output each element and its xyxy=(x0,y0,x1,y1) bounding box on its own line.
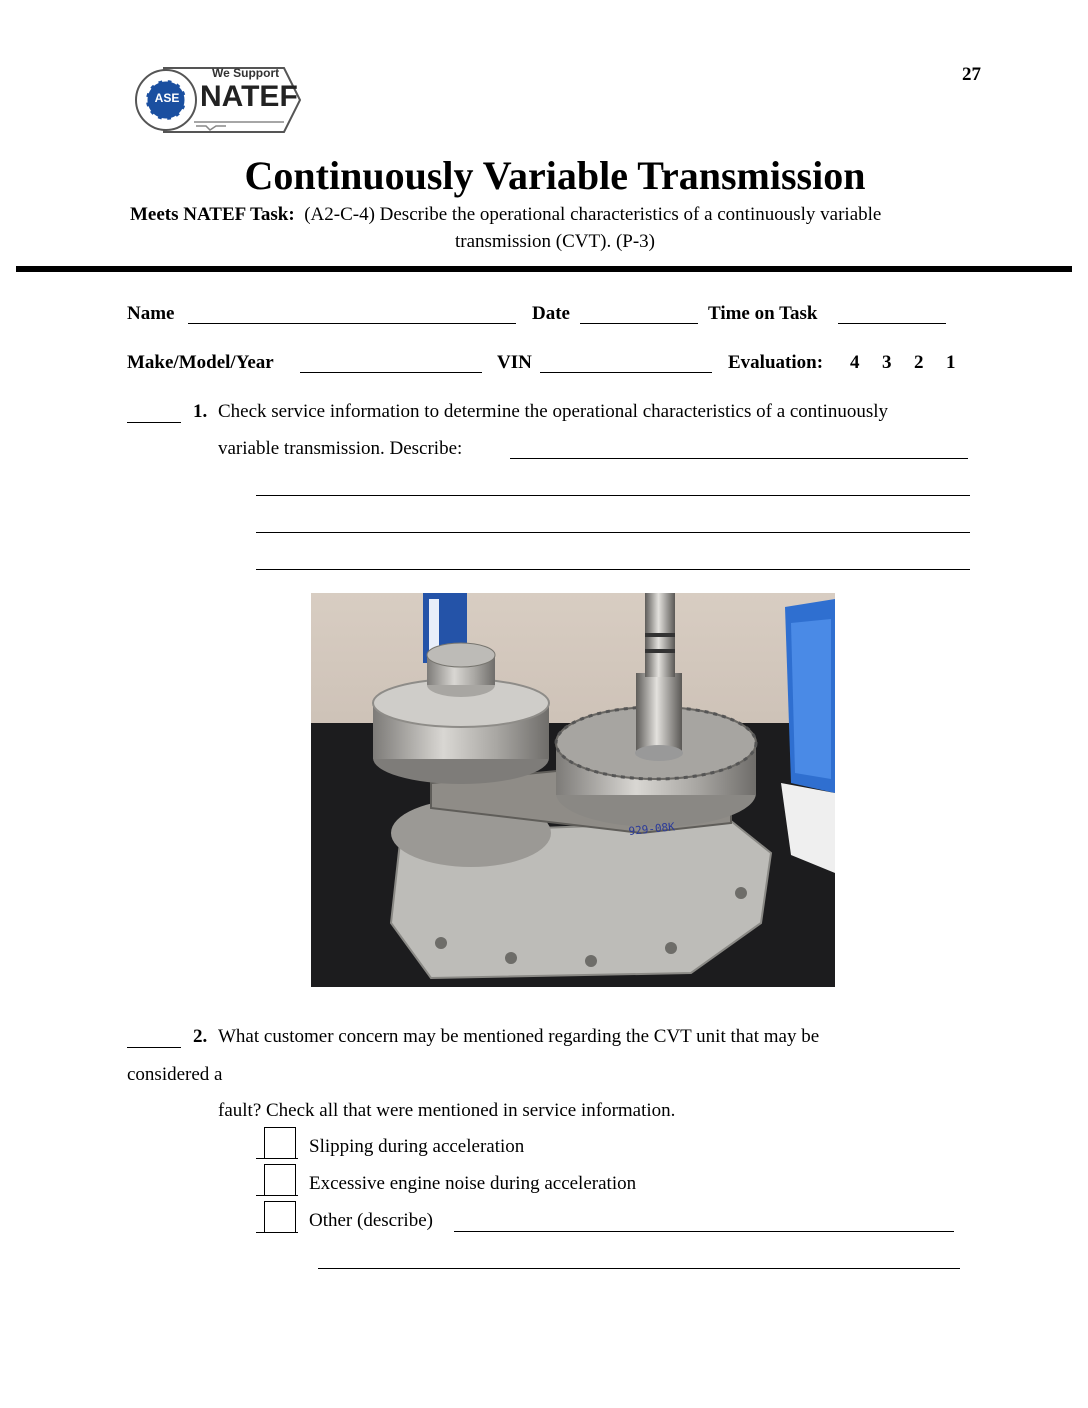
q1-answer-line-2[interactable] xyxy=(256,495,970,496)
natef-logo xyxy=(134,64,304,136)
q1-answer-line-3[interactable] xyxy=(256,532,970,533)
score-4[interactable]: 4 xyxy=(850,352,860,373)
q1-text-1: Check service information to determine the operational characteristics of a continuously xyxy=(218,401,889,422)
task-text-1: (A2-C-4) Describe the operational characteristics of a continuously variable xyxy=(304,204,882,225)
vin-field[interactable] xyxy=(540,372,712,373)
make-model-year-field[interactable] xyxy=(300,372,482,373)
make-model-year-label: Make/Model/Year xyxy=(127,352,274,373)
q1-check-blank[interactable] xyxy=(127,422,181,423)
option-other-checkbox[interactable] xyxy=(264,1201,296,1233)
option-1-underline xyxy=(256,1158,298,1159)
task-line-1 xyxy=(130,204,881,226)
q2-number: 2. xyxy=(193,1026,208,1047)
vin-label: VIN xyxy=(497,352,532,373)
option-engine-noise-checkbox[interactable] xyxy=(264,1164,296,1196)
belt-label: 929-08K xyxy=(627,820,676,838)
task-line-2: transmission (CVT). (P-3) xyxy=(454,231,655,252)
cvt-photo xyxy=(311,593,835,987)
q1-number: 1. xyxy=(193,401,208,422)
q1-answer-line-4[interactable] xyxy=(256,569,970,570)
time-on-task-field[interactable] xyxy=(838,323,946,324)
header-divider xyxy=(16,266,1072,272)
option-slipping-label: Slipping during acceleration xyxy=(309,1136,525,1157)
option-slipping-checkbox[interactable] xyxy=(264,1127,296,1159)
task-label: Meets NATEF Task: xyxy=(130,204,295,225)
option-other-label: Other (describe) xyxy=(309,1210,433,1231)
q2-text-3: fault? Check all that were mentioned in service information. xyxy=(218,1100,676,1121)
other-answer-line-2[interactable] xyxy=(318,1268,960,1269)
score-1[interactable]: 1 xyxy=(946,352,956,373)
name-label: Name xyxy=(127,303,175,324)
option-engine-noise-label: Excessive engine noise during acceleration xyxy=(309,1173,637,1194)
q1-text-2: variable transmission. Describe: xyxy=(218,438,463,459)
date-field[interactable] xyxy=(580,323,698,324)
q1-answer-line-1[interactable] xyxy=(510,458,968,459)
score-2[interactable]: 2 xyxy=(914,352,924,373)
page-number: 27 xyxy=(962,64,981,85)
option-2-underline xyxy=(256,1195,298,1196)
name-field[interactable] xyxy=(188,323,516,324)
ase-badge-text: ASE xyxy=(154,91,180,105)
q2-check-blank[interactable] xyxy=(127,1047,181,1048)
q2-text-2: considered a xyxy=(127,1064,223,1085)
logo-tagline: We Support xyxy=(212,66,280,80)
page-title: Continuously Variable Transmission xyxy=(244,153,866,198)
time-on-task-label: Time on Task xyxy=(708,303,818,324)
option-3-underline xyxy=(256,1232,298,1233)
logo-name: NATEF xyxy=(200,80,298,113)
q2-text-1: What customer concern may be mentioned regarding the CVT unit that may be xyxy=(218,1026,820,1047)
date-label: Date xyxy=(532,303,570,324)
score-3[interactable]: 3 xyxy=(882,352,892,373)
other-answer-line-1[interactable] xyxy=(454,1231,954,1232)
evaluation-label: Evaluation: xyxy=(728,352,824,373)
